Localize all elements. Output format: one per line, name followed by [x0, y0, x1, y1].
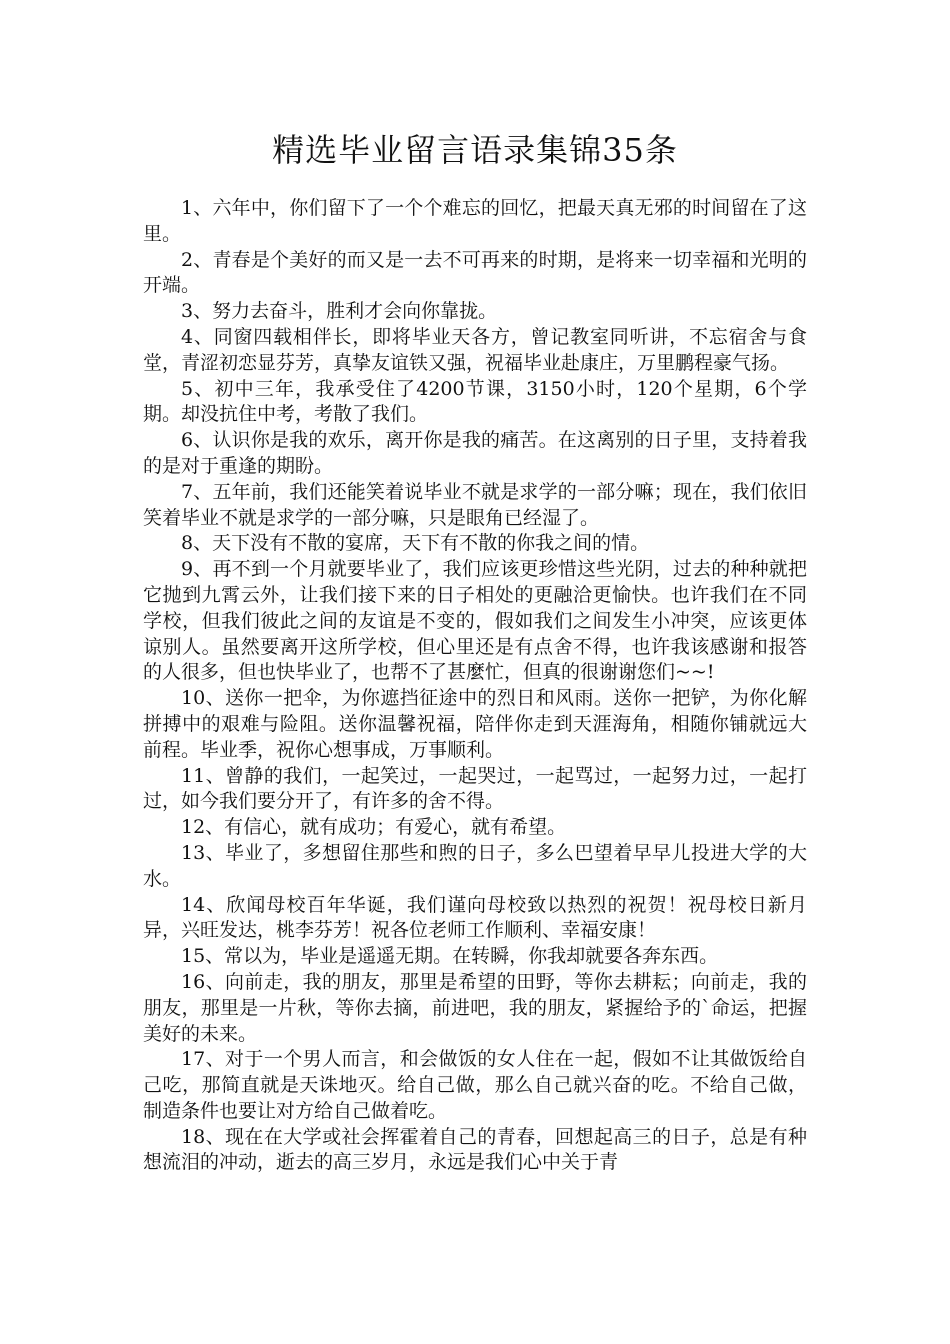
paragraph-18: 18、现在在大学或社会挥霍着自己的青春，回想起高三的日子，总是有种想流泪的冲动，逝去的高三岁月，永远是我们心中关于青: [143, 1125, 807, 1174]
paragraph-11: 11、曾静的我们，一起笑过，一起哭过，一起骂过，一起努力过，一起打过，如今我们要分开了，有许多的舍不得。: [143, 764, 807, 813]
paragraph-7: 7、五年前，我们还能笑着说毕业不就是求学的一部分嘛；现在，我们依旧笑着毕业不就是求学的一部分嘛，只是眼角已经湿了。: [143, 480, 807, 529]
paragraph-6: 6、认识你是我的欢乐，离开你是我的痛苦。在这离别的日子里，支持着我的是对于重逢的期盼。: [143, 429, 807, 477]
paragraph-5: 5、初中三年，我承受住了4200节课，3150小时，120个星期，6个学期。却没抗住中考，考散了我们。: [143, 377, 807, 426]
paragraph-9: 9、再不到一个月就要毕业了，我们应该更珍惜这些光阴，过去的种种就把它抛到九霄云外，让我们接下来的日子相处的更融洽更愉快。也许我们在不同学校，但我们彼此之间的友谊是不变的，假如我们之间发生小冲突，应该更体谅别人。虽然要离开这所学校，但心里还是有点舍不得，也许我该感谢和报答的人很多，但也快毕业了，也帮不了甚麼忙，但真的很谢谢您们~~!: [143, 558, 807, 684]
paragraph-14: 14、欣闻母校百年华诞，我们谨向母校致以热烈的祝贺！祝母校日新月异，兴旺发达，桃李芬芳！祝各位老师工作顺利、幸福安康！: [143, 893, 807, 942]
paragraph-13: 13、毕业了，多想留住那些和煦的日子，多么巴望着早早儿投进大学的大水。: [143, 841, 807, 890]
paragraph-15: 15、常以为，毕业是遥遥无期。在转瞬，你我却就要各奔东西。: [181, 945, 719, 968]
document-body: [143, 196, 807, 1176]
paragraph-12: 12、有信心，就有成功；有爱心，就有希望。: [181, 816, 567, 839]
document-title: 精选毕业留言语录集锦35条: [272, 131, 678, 169]
paragraph-17: 17、对于一个男人而言，和会做饭的女人住在一起，假如不让其做饭给自己吃，那简直就是天诛地灭。给自己做，那么自己就兴奋的吃。不给自己做，制造条件也要让对方给自己做着吃。: [143, 1048, 807, 1122]
paragraph-1: 1、六年中，你们留下了一个个难忘的回忆，把最天真无邪的时间留在了这里。: [143, 197, 807, 245]
paragraph-10: 10、送你一把伞，为你遮挡征途中的烈日和风雨。送你一把铲，为你化解拼搏中的艰难与险阻。送你温馨祝福，陪伴你走到天涯海角，相随你铺就远大前程。毕业季，祝你心想事成，万事顺利。: [143, 687, 807, 761]
paragraph-8: 8、天下没有不散的宴席，天下有不散的你我之间的情。: [181, 532, 650, 555]
paragraph-3: 3、努力去奋斗，胜利才会向你靠拢。: [181, 300, 498, 323]
paragraph-2: 2、青春是个美好的而又是一去不可再来的时期，是将来一切幸福和光明的开端。: [143, 248, 807, 297]
paragraph-4: 4、同窗四载相伴长，即将毕业天各方，曾记教室同听讲，不忘宿舍与食堂，青涩初恋显芬芳，真挚友谊铁又强，祝福毕业赴康庄，万里鹏程豪气扬。: [143, 325, 807, 374]
paragraph-16: 16、向前走，我的朋友，那里是希望的田野，等你去耕耘；向前走，我的朋友，那里是一片秋，等你去摘，前进吧，我的朋友，紧握给予的`命运，把握美好的未来。: [143, 970, 807, 1045]
